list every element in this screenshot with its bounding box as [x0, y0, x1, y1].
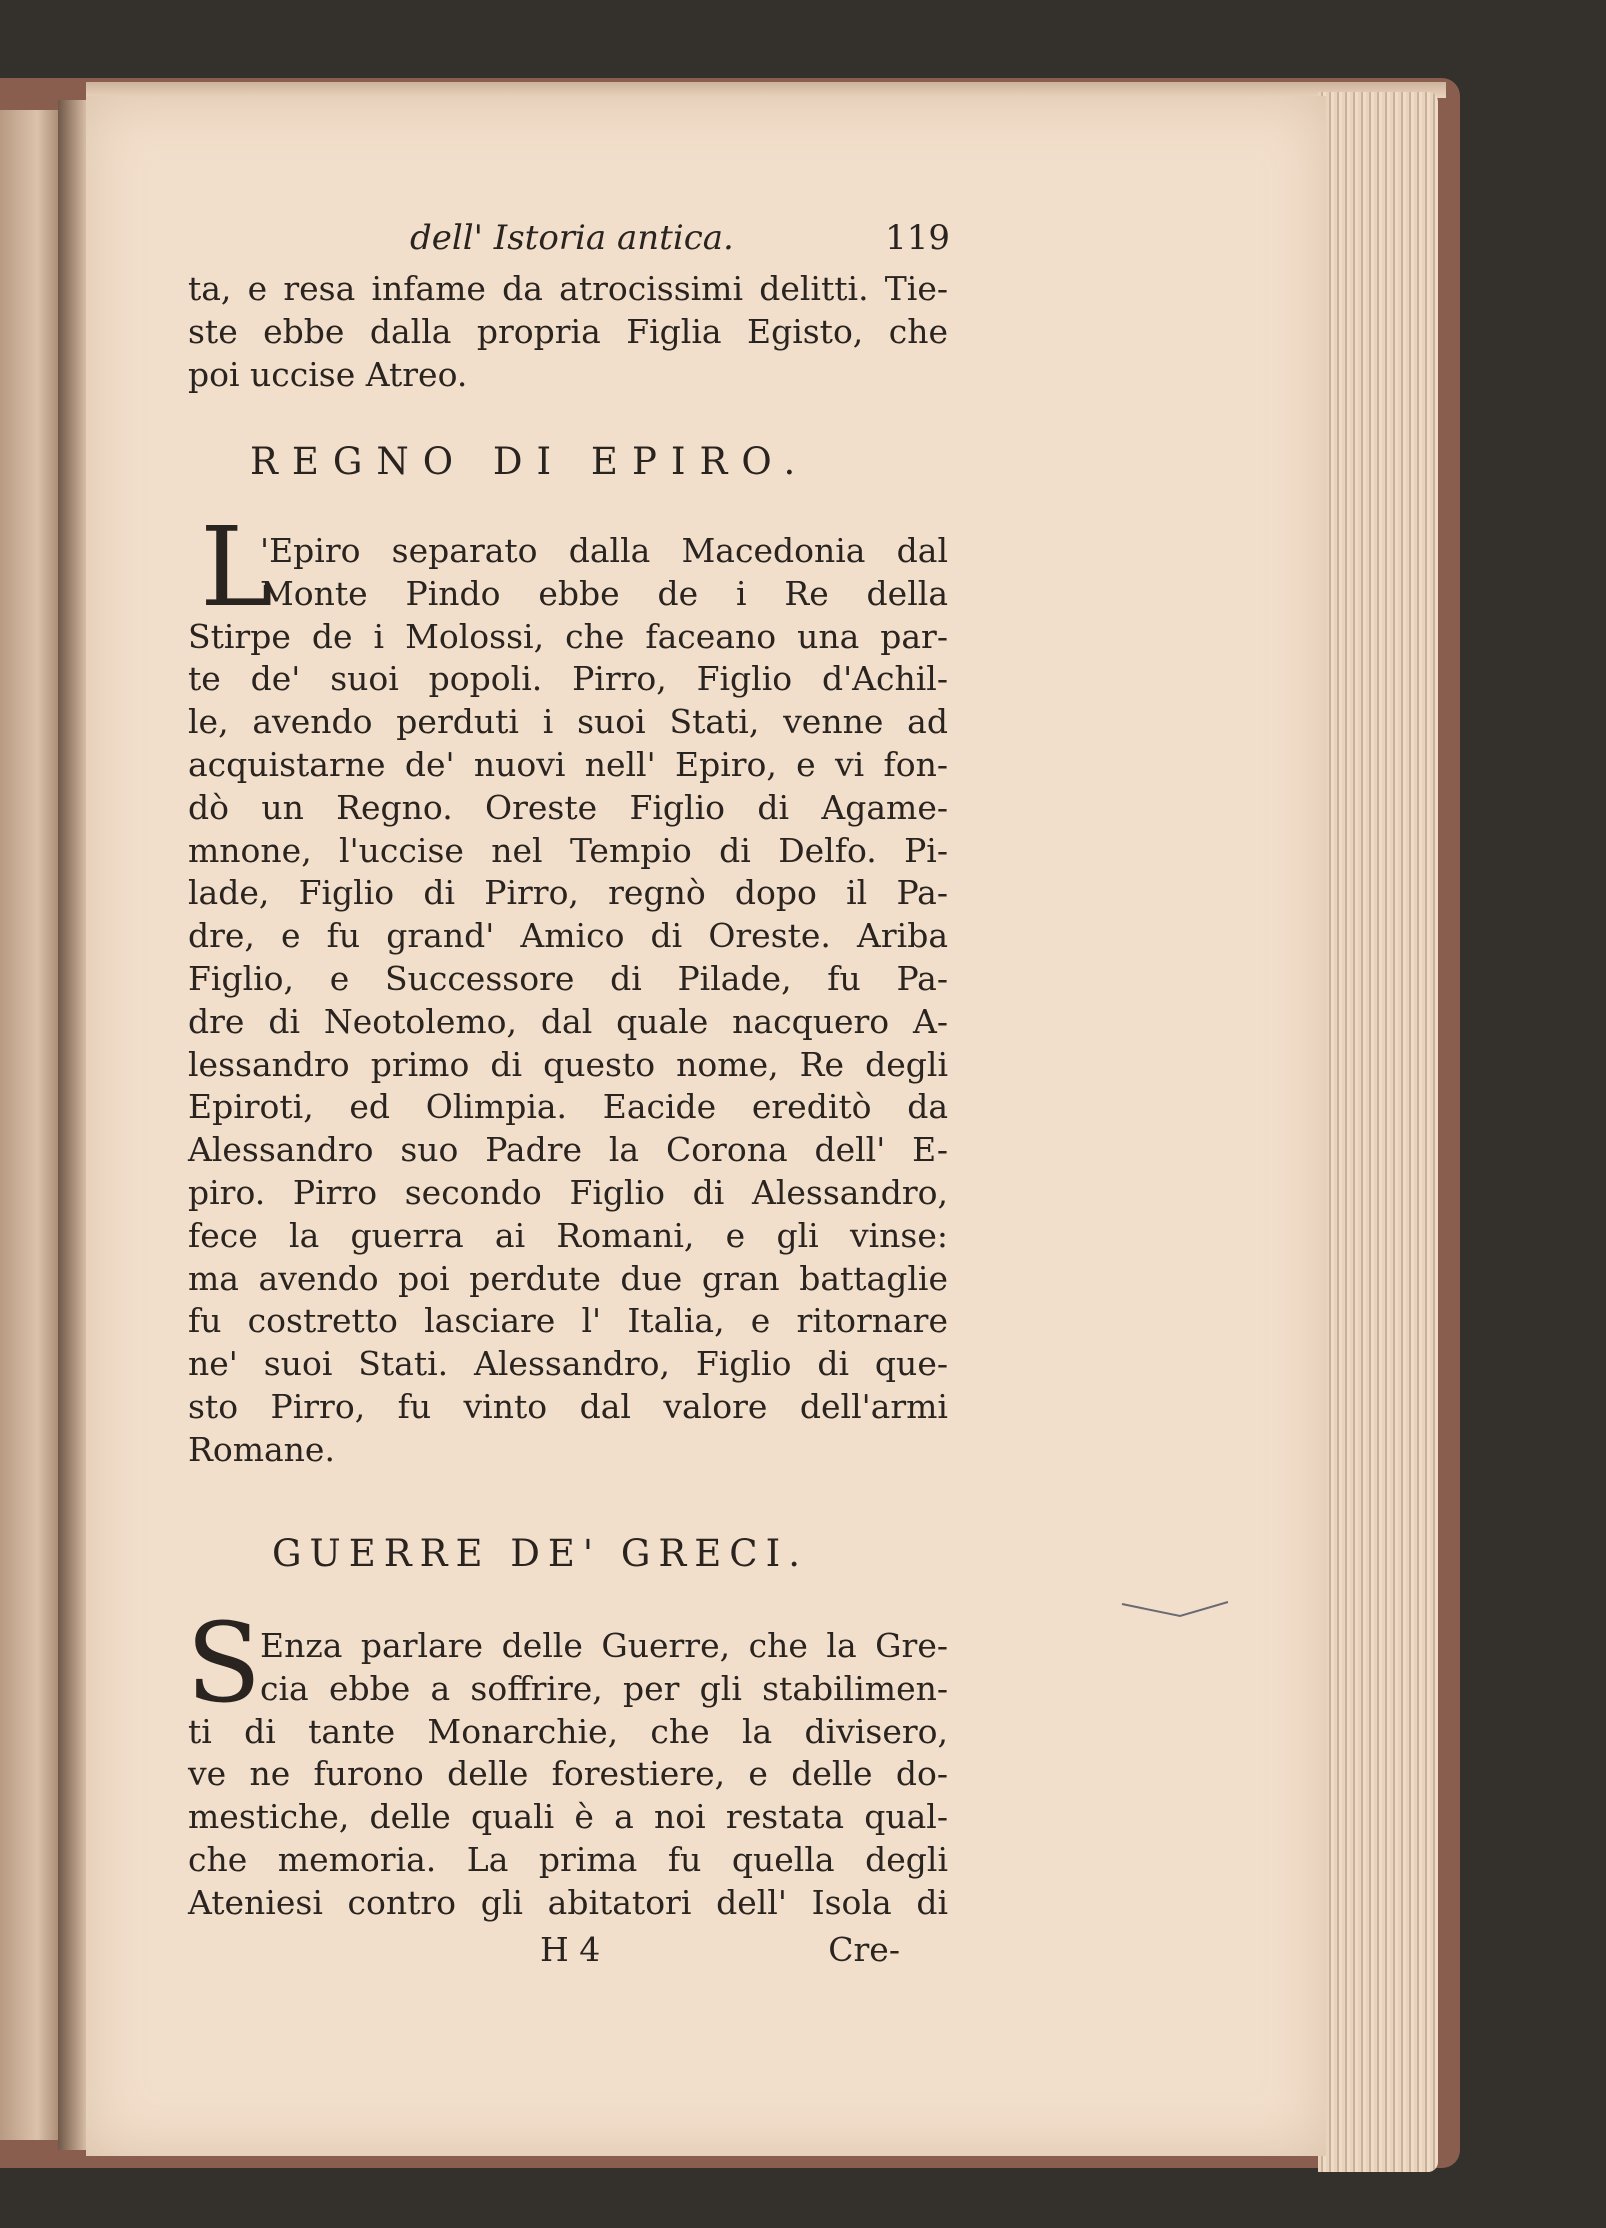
- text-line: Alessandro suo Padre la Corona dell' E-: [188, 1130, 948, 1170]
- text-line: poi uccise Atreo.: [188, 354, 468, 394]
- text-line: 'Epiro separato dalla Macedonia dal: [260, 531, 948, 570]
- text-line: dre, e fu grand' Amico di Oreste. Ariba: [188, 916, 948, 956]
- text-line: ta, e resa infame da atrocissimi delitti. Tie-: [188, 269, 948, 308]
- text-line: ma avendo poi perdute due gran battaglie: [188, 1258, 948, 1298]
- text-line: Enza parlare delle Guerre, che la Gre-: [260, 1626, 948, 1665]
- text-line: dò un Regno. Oreste Figlio di Agame-: [188, 787, 948, 827]
- section-heading-epiro: REGNO DI EPIRO.: [250, 440, 810, 483]
- signature-mark: H 4: [540, 1930, 601, 1969]
- page-fore-edge: [1318, 92, 1438, 2172]
- text-line: che memoria. La prima fu quella degli: [188, 1839, 948, 1879]
- text-line: mnone, l'uccise nel Tempio di Delfo. Pi-: [188, 830, 948, 870]
- drop-cap-l: L: [200, 503, 274, 631]
- text-line: mestiche, delle quali è a noi restata qual-: [188, 1797, 948, 1837]
- left-page-edge: [0, 110, 62, 2140]
- intro-paragraph: [188, 268, 948, 396]
- paragraph-epiro: [188, 530, 948, 1472]
- text-line: ne' suoi Stati. Alessandro, Figlio di que-: [188, 1344, 948, 1384]
- text-line: piro. Pirro secondo Figlio di Alessandro,: [188, 1172, 948, 1212]
- text-line: Monte Pindo ebbe de i Re della: [260, 573, 948, 613]
- text-line: lade, Figlio di Pirro, regnò dopo il Pa-: [188, 873, 948, 913]
- section-heading-guerre: GUERRE DE' GRECI.: [272, 1532, 808, 1575]
- text-line: ti di tante Monarchie, che la divisero,: [188, 1711, 948, 1751]
- text-line: lessandro primo di questo nome, Re degli: [188, 1044, 948, 1084]
- text-line: sto Pirro, fu vinto dal valore dell'armi: [188, 1386, 948, 1426]
- text-line: Figlio, e Successore di Pilade, fu Pa-: [188, 958, 948, 998]
- running-head-title: dell' Istoria antica.: [410, 218, 734, 258]
- text-line: fu costretto lasciare l' Italia, e ritornare: [188, 1301, 948, 1341]
- text-line: te de' suoi popoli. Pirro, Figlio d'Achil-: [188, 659, 948, 699]
- text-line: ste ebbe dalla propria Figlia Egisto, che: [188, 311, 948, 351]
- text-line: Ateniesi contro gli abitatori dell' Isola di: [188, 1882, 948, 1922]
- running-head: [410, 218, 950, 258]
- page-number: 119: [885, 218, 950, 258]
- text-line: ve ne furono delle forestiere, e delle do-: [188, 1754, 948, 1794]
- text-line: Epiroti, ed Olimpia. Eacide ereditò da: [188, 1087, 948, 1127]
- text-line: dre di Neotolemo, dal quale nacquero A-: [188, 1001, 948, 1041]
- text-line: cia ebbe a soffrire, per gli stabilimen-: [260, 1668, 948, 1708]
- text-line: Stirpe de i Molossi, che faceano una par-: [188, 616, 948, 656]
- drop-cap-s: S: [186, 1599, 262, 1727]
- text-line: acquistarne de' nuovi nell' Epiro, e vi fon-: [188, 744, 948, 784]
- text-line: fece la guerra ai Romani, e gli vinse:: [188, 1215, 948, 1255]
- catchword: Cre-: [828, 1930, 900, 1969]
- text-line: Romane.: [188, 1429, 335, 1469]
- margin-ink-mark: [1120, 1600, 1230, 1620]
- paragraph-guerre: [188, 1625, 948, 1925]
- text-line: le, avendo perduti i suoi Stati, venne ad: [188, 702, 948, 742]
